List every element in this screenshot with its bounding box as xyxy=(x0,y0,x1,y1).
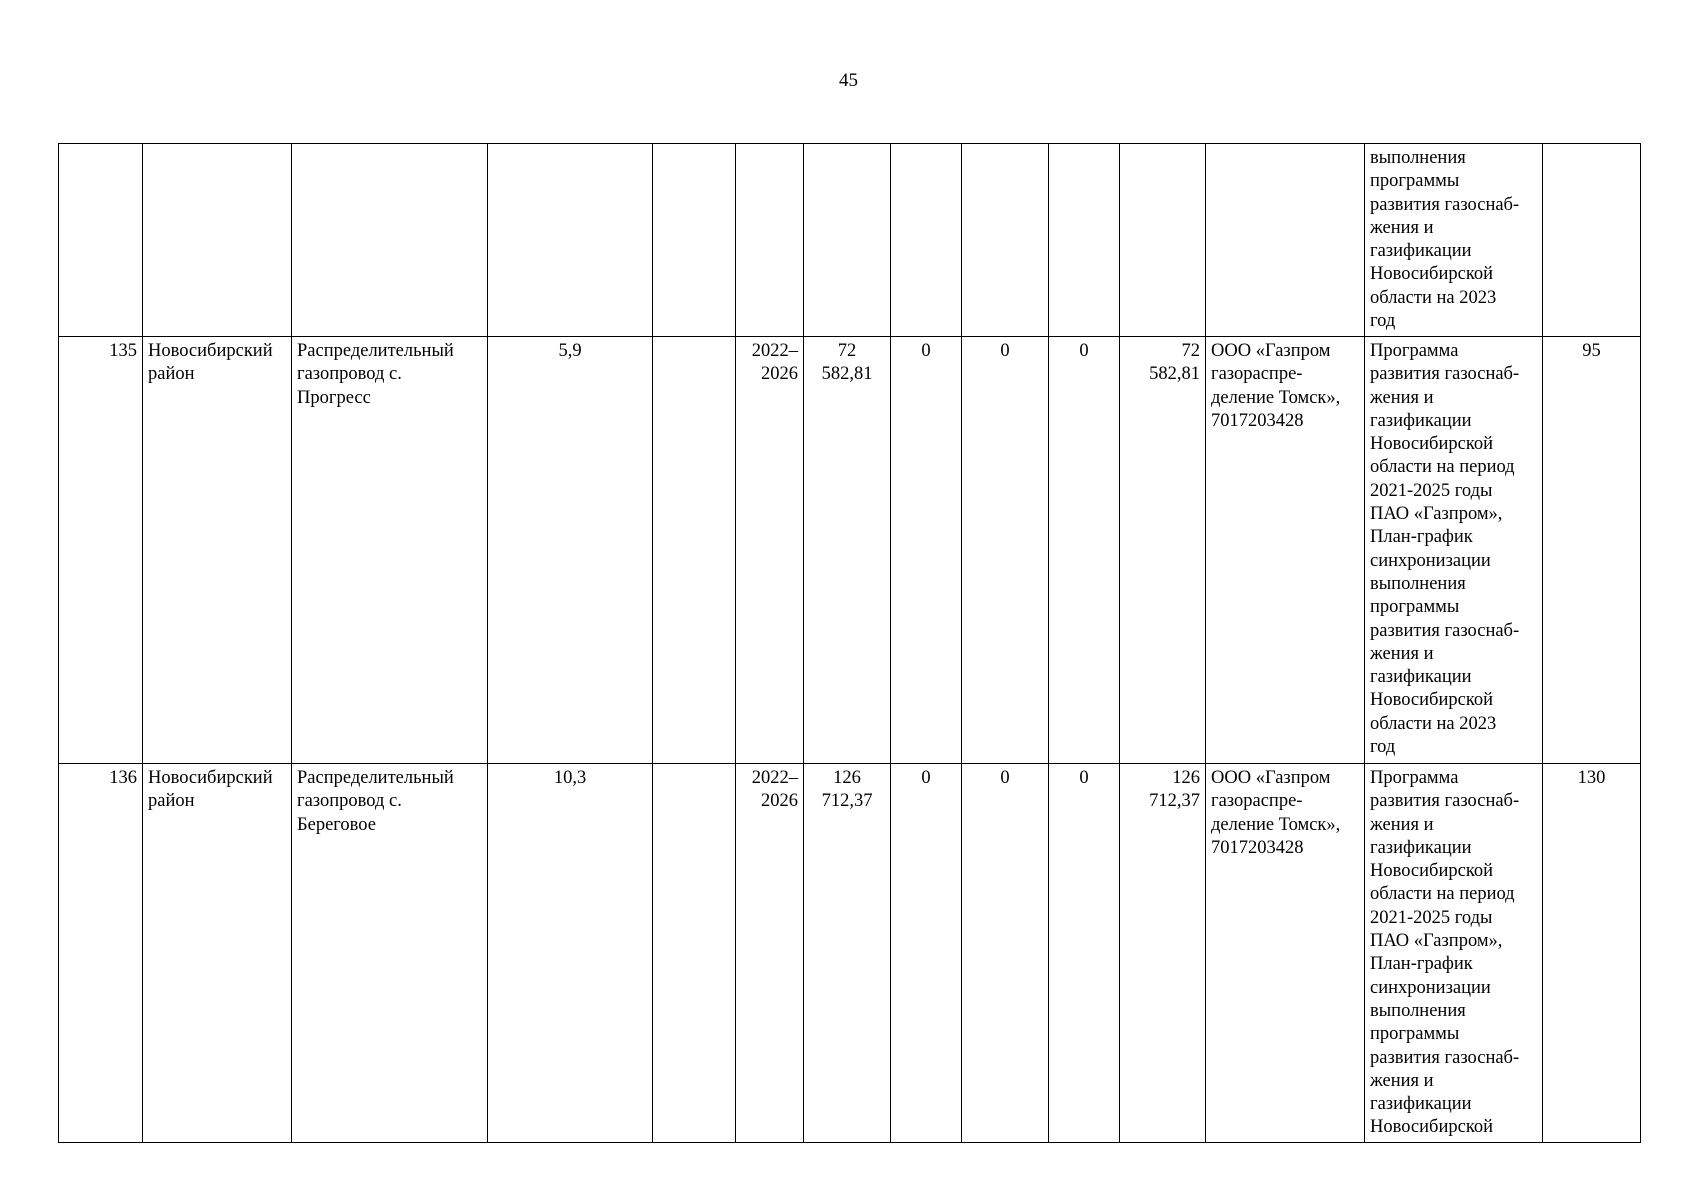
row-number-cell xyxy=(59,144,143,337)
value-cell: 0 xyxy=(891,337,962,764)
last-value-cell xyxy=(1543,144,1641,337)
total-cost-cell xyxy=(804,144,891,337)
value-cell xyxy=(891,144,962,337)
table-row xyxy=(59,764,1641,1143)
row-number-cell: 136 xyxy=(59,764,143,1143)
organization-cell xyxy=(1206,144,1365,337)
value-cell: 0 xyxy=(962,764,1049,1143)
value-cell: 0 xyxy=(1049,337,1120,764)
table-row xyxy=(59,144,1641,337)
empty-cell xyxy=(653,144,736,337)
length-cell: 10,3 xyxy=(488,764,653,1143)
organization-cell: ООО «Газпром газораспре- деление Томск», 7017203428 xyxy=(1206,337,1365,764)
basis-document-cell: выполнения программы развития газоснаб- жения и газификации Новосибирской области на 2023 год xyxy=(1365,144,1543,337)
object-name-cell: Распределительный газопровод с. Прогресс xyxy=(292,337,488,764)
last-value-cell: 130 xyxy=(1543,764,1641,1143)
investment-cell xyxy=(1120,144,1206,337)
basis-document-cell: Программа развития газоснаб- жения и газификации Новосибирской области на период 2021-2025 годы ПАО «Газпром», План-график синхронизации выполнения программы развития газоснаб- жения и газификации Новосибирской области на 2023 год xyxy=(1365,337,1543,764)
district-cell: Новосибирский район xyxy=(143,337,292,764)
total-cost-cell: 72 582,81 xyxy=(804,337,891,764)
district-cell xyxy=(143,144,292,337)
period-cell: 2022– 2026 xyxy=(736,337,804,764)
period-cell: 2022– 2026 xyxy=(736,764,804,1143)
district-cell: Новосибирский район xyxy=(143,764,292,1143)
value-cell: 0 xyxy=(1049,764,1120,1143)
last-value-cell: 95 xyxy=(1543,337,1641,764)
empty-cell xyxy=(653,337,736,764)
investment-cell: 72 582,81 xyxy=(1120,337,1206,764)
investment-cell: 126 712,37 xyxy=(1120,764,1206,1143)
page-number: 45 xyxy=(839,70,858,91)
value-cell xyxy=(1049,144,1120,337)
table-row xyxy=(59,337,1641,764)
value-cell: 0 xyxy=(891,764,962,1143)
total-cost-cell: 126 712,37 xyxy=(804,764,891,1143)
length-cell xyxy=(488,144,653,337)
period-cell xyxy=(736,144,804,337)
object-name-cell xyxy=(292,144,488,337)
value-cell: 0 xyxy=(962,337,1049,764)
organization-cell: ООО «Газпром газораспре- деление Томск», 7017203428 xyxy=(1206,764,1365,1143)
row-number-cell: 135 xyxy=(59,337,143,764)
empty-cell xyxy=(653,764,736,1143)
gasification-table xyxy=(58,143,1641,1143)
value-cell xyxy=(962,144,1049,337)
object-name-cell: Распределительный газопровод с. Береговое xyxy=(292,764,488,1143)
basis-document-cell: Программа развития газоснаб- жения и газификации Новосибирской области на период 2021-2025 годы ПАО «Газпром», План-график синхронизации выполнения программы развития газоснаб- жения и газификации Новосибирской xyxy=(1365,764,1543,1143)
length-cell: 5,9 xyxy=(488,337,653,764)
